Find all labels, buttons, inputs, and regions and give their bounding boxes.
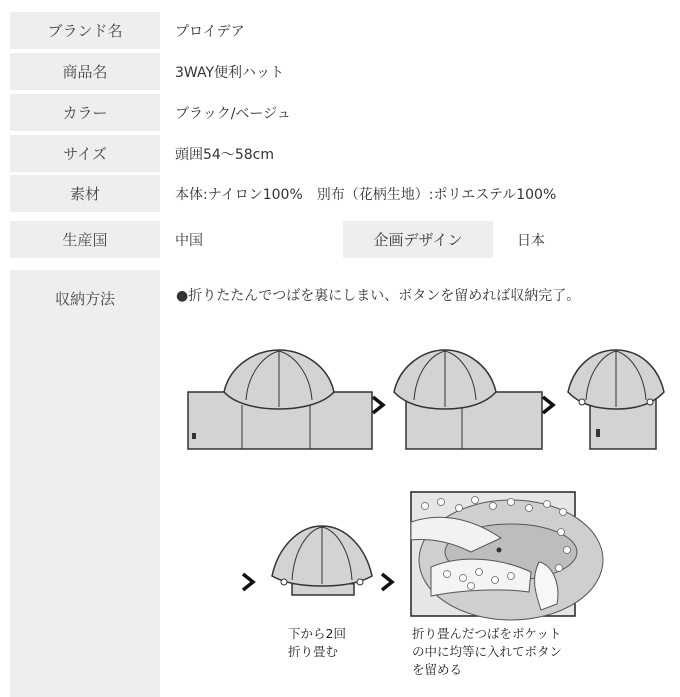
storage-label-cell	[10, 270, 160, 697]
fold-caption-line: 下から2回	[288, 626, 346, 641]
fold-caption	[288, 625, 346, 661]
color-value: ブラック/ベージュ	[175, 105, 291, 122]
pocket-caption-line: 折り畳んだつばをポケット	[412, 626, 562, 641]
size-value: 頭囲54〜58cm	[175, 146, 274, 163]
material-value: 本体:ナイロン100% 別布（花柄生地）:ポリエステル100%	[175, 186, 557, 203]
storage-label: 収納方法	[54, 290, 115, 308]
storage-note: ●折りたたんでつばを裏にしまい、ボタンを留めれば収納完了。	[176, 288, 581, 304]
spec-row-color	[10, 94, 680, 131]
origin-label: 生産国	[10, 221, 160, 258]
origin-value: 中国	[175, 232, 203, 249]
spec-row-size	[10, 135, 680, 172]
pocket-photo	[411, 492, 575, 616]
pocket-caption	[412, 625, 562, 679]
design-label: 企画デザイン	[343, 221, 493, 258]
product-value: 3WAY便利ハット	[175, 64, 285, 81]
brand-value: プロイデア	[175, 23, 245, 40]
color-label: カラー	[10, 94, 160, 131]
pocket-caption-line: を留める	[412, 662, 463, 677]
arrow-right-icon	[241, 572, 257, 592]
brand-label: ブランド名	[10, 12, 160, 49]
arrow-right-icon	[541, 395, 557, 415]
step1-illustration	[186, 345, 376, 455]
fold-caption-line: 折り畳む	[288, 644, 339, 659]
size-label: サイズ	[10, 135, 160, 172]
design-value: 日本	[517, 232, 545, 249]
spec-row-brand	[10, 12, 680, 49]
step2-illustration	[392, 345, 547, 455]
spec-row-origin	[10, 221, 680, 258]
material-label: 素材	[10, 175, 160, 212]
product-label: 商品名	[10, 53, 160, 90]
step3-illustration	[566, 345, 666, 455]
arrow-right-icon	[371, 395, 387, 415]
step4-illustration	[270, 520, 375, 600]
spec-row-product	[10, 53, 680, 90]
pocket-caption-line: の中に均等に入れてボタン	[412, 644, 563, 659]
arrow-right-icon	[380, 572, 396, 592]
spec-row-material	[10, 175, 680, 212]
